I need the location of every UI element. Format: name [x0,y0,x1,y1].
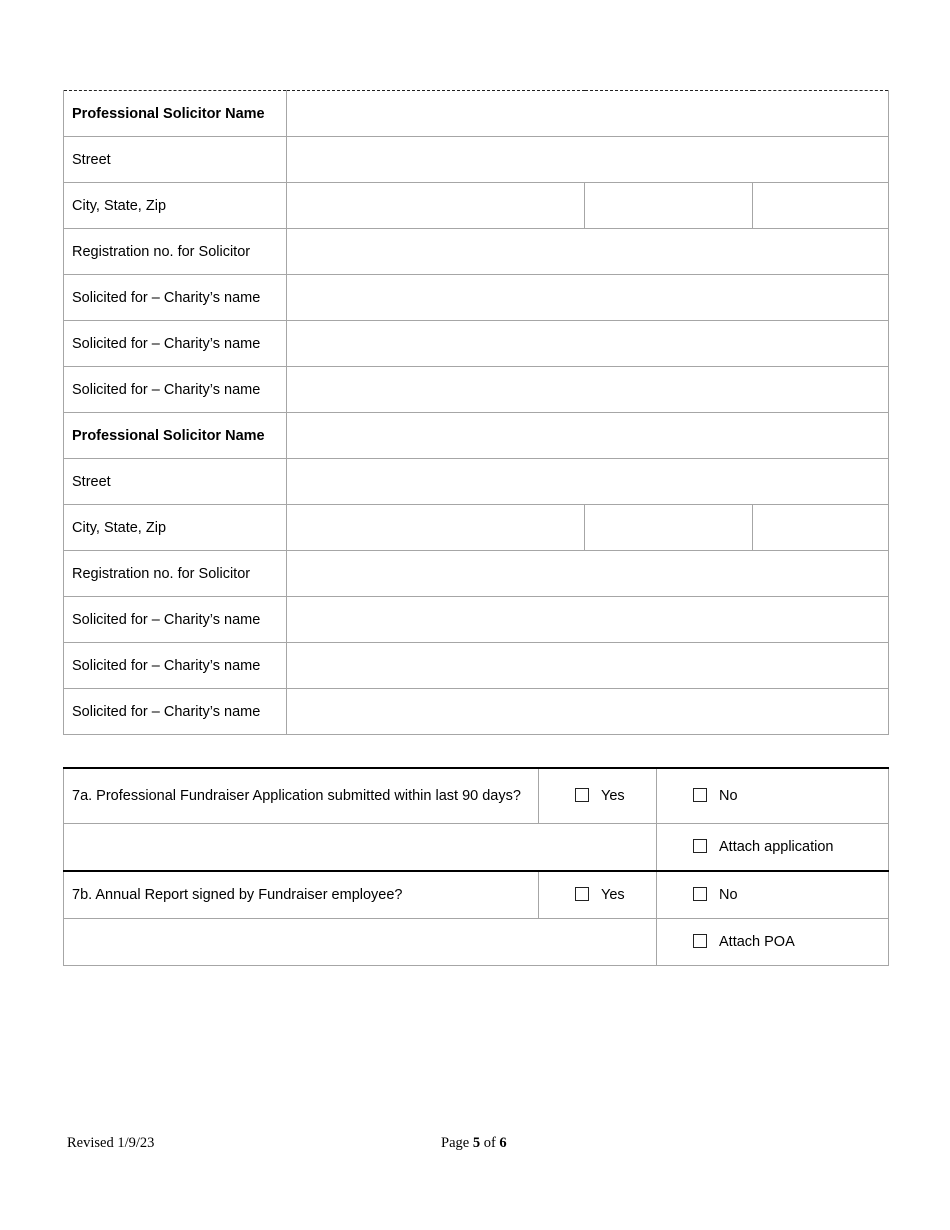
charity-label: Solicited for – Charity’s name [64,689,287,735]
revised-date: Revised 1/9/23 [67,1135,155,1151]
city-field[interactable] [287,183,585,229]
attach-application-checkbox[interactable] [693,839,707,853]
charity-label: Solicited for – Charity’s name [64,643,287,689]
page-current: 5 [472,1135,481,1151]
street-label: Street [64,137,287,183]
page-total: 6 [499,1135,507,1151]
blank-cell [64,824,657,872]
city-state-zip-label: City, State, Zip [64,505,287,551]
attach-application-cell[interactable] [657,824,889,872]
question-7a-row [64,768,889,824]
registration-field[interactable] [287,229,889,275]
city-state-zip-label: City, State, Zip [64,183,287,229]
question-7b-yes[interactable] [539,871,657,919]
charity-label: Solicited for – Charity’s name [64,597,287,643]
charity-field[interactable] [287,321,889,367]
charity-row [64,321,889,367]
question-7a-attach-row [64,824,889,872]
zip-field[interactable] [753,183,889,229]
charity-row [64,597,889,643]
no-checkbox[interactable] [693,788,707,802]
street-row [64,459,889,505]
charity-label: Solicited for – Charity’s name [64,275,287,321]
charity-field[interactable] [287,689,889,735]
charity-field[interactable] [287,275,889,321]
solicitor-name-field[interactable] [287,91,889,137]
charity-field[interactable] [287,643,889,689]
charity-field[interactable] [287,597,889,643]
no-label: No [719,787,738,804]
question-7a-no[interactable] [657,768,889,824]
street-row [64,137,889,183]
no-checkbox[interactable] [693,887,707,901]
charity-field[interactable] [287,367,889,413]
blank-cell [64,919,657,966]
charity-row [64,275,889,321]
attach-application-label: Attach application [719,838,834,855]
street-label: Street [64,459,287,505]
solicitor-name-row [64,413,889,459]
state-field[interactable] [585,183,753,229]
yes-checkbox[interactable] [575,887,589,901]
question-7b-row [64,871,889,919]
question-7a-yes[interactable] [539,768,657,824]
registration-field[interactable] [287,551,889,597]
questions-table [63,767,889,966]
solicitor-name-row [64,91,889,137]
registration-row [64,229,889,275]
question-7b-text: 7b. Annual Report signed by Fundraiser employee? [64,871,539,919]
no-label: No [719,886,738,903]
city-field[interactable] [287,505,585,551]
solicitor-table [63,90,889,735]
attach-poa-cell[interactable] [657,919,889,966]
city-state-zip-row [64,183,889,229]
yes-label: Yes [601,886,625,903]
question-7b-attach-row [64,919,889,966]
solicitor-name-field[interactable] [287,413,889,459]
page-of: of [483,1135,496,1151]
zip-field[interactable] [753,505,889,551]
page-prefix: Page [441,1135,470,1151]
city-state-zip-row [64,505,889,551]
yes-checkbox[interactable] [575,788,589,802]
question-7b-no[interactable] [657,871,889,919]
registration-label: Registration no. for Solicitor [64,551,287,597]
solicitor-name-label: Professional Solicitor Name [64,91,287,137]
charity-row [64,643,889,689]
solicitor-name-label: Professional Solicitor Name [64,413,287,459]
street-field[interactable] [287,459,889,505]
street-field[interactable] [287,137,889,183]
charity-label: Solicited for – Charity’s name [64,321,287,367]
attach-poa-checkbox[interactable] [693,934,707,948]
charity-row [64,689,889,735]
yes-label: Yes [601,787,625,804]
attach-poa-label: Attach POA [719,933,795,950]
page-number [441,1135,507,1152]
state-field[interactable] [585,505,753,551]
registration-row [64,551,889,597]
registration-label: Registration no. for Solicitor [64,229,287,275]
charity-row [64,367,889,413]
charity-label: Solicited for – Charity’s name [64,367,287,413]
question-7a-text: 7a. Professional Fundraiser Application submitted within last 90 days? [64,768,539,824]
